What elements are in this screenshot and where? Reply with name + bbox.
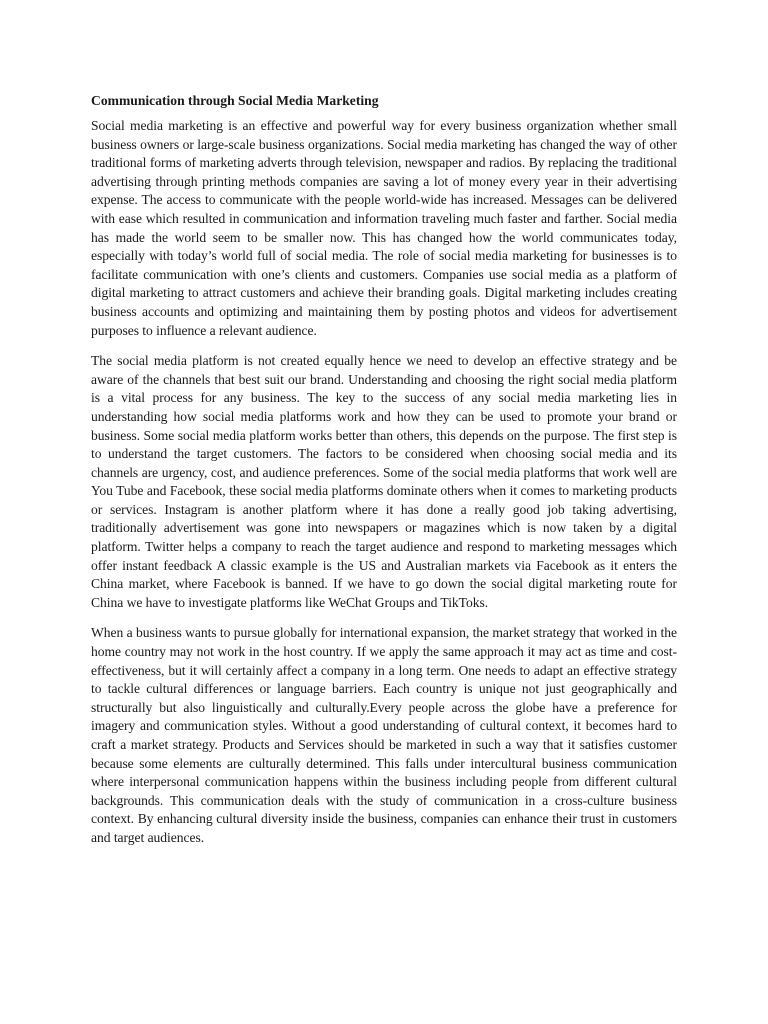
paragraph-international: When a business wants to pursue globally for international expansion, the market strategy that worked in the home country may not work in the host country. If we apply the same approach it may act as time and cost-effectiveness, but it will certainly affect a company in a long term. One needs to adapt an effective strategy to tackle cultural differences or language barriers. Each country is unique not just geographically and structurally but also linguistically and culturally.Every people across the globe have a preference for imagery and communication styles. Without a good understanding of cultural context, it becomes hard to craft a market strategy. Products and Services should be marketed in such a way that it satisfies customer because some elements are culturally determined. This falls under intercultural business communication where interpersonal communication happens within the business including people from different cultural backgrounds. This communication deals with the study of communication in a cross-culture business context. By enhancing cultural diversity inside the business, companies can enhance their trust in customers and target audiences. bbox=[91, 625, 677, 845]
paragraph-platforms: The social media platform is not created equally hence we need to develop an effective strategy and be aware of the channels that best suit our brand. Understanding and choosing the right social media platform is a vital process for any business. The key to the success of any social media marketing lies in understanding how social media platforms work and how they can be used to promote your brand or business. Some social media platform works better than others, this depends on the purpose. The first step is to understand the target customers. The factors to be considered when choosing social media and its channels are urgency, cost, and audience preferences. Some of the social media platforms that work well are You Tube and Facebook, these social media platforms dominate others when it comes to marketing products or services. Instagram is another platform where it has done a really good job taking advertising, traditionally advertisement was gone into newspapers or magazines which is now taken by a digital platform. Twitter helps a company to reach the target audience and respond to marketing messages which offer instant feedback A classic example is the US and Australian markets via Facebook as it enters the China market, where Facebook is banned. If we have to go down the social digital marketing route for China we have to investigate platforms like WeChat Groups and TikToks. bbox=[91, 353, 677, 610]
document-title: Communication through Social Media Marketing bbox=[91, 93, 379, 108]
paragraph-intro: Social media marketing is an effective and powerful way for every business organization whether small business owners or large-scale business organizations. Social media marketing has changed the way of other traditional forms of marketing adverts through television, newspaper and radios. By replacing the traditional advertising through printing methods companies are saving a lot of money every year in their advertising expense. The access to communicate with the people world-wide has increased. Messages can be delivered with ease which resulted in communication and information traveling much faster and farther. Social media has made the world seem to be smaller now. This has changed how the world communicates today, especially with today’s world full of social media. The role of social media marketing for businesses is to facilitate communication with one’s clients and customers. Companies use social media as a platform of digital marketing to attract customers and achieve their branding goals. Digital marketing includes creating business accounts and optimizing and maintaining them by posting photos and videos for advertisement purposes to influence a relevant audience. bbox=[91, 118, 677, 338]
document-page bbox=[91, 91, 677, 860]
